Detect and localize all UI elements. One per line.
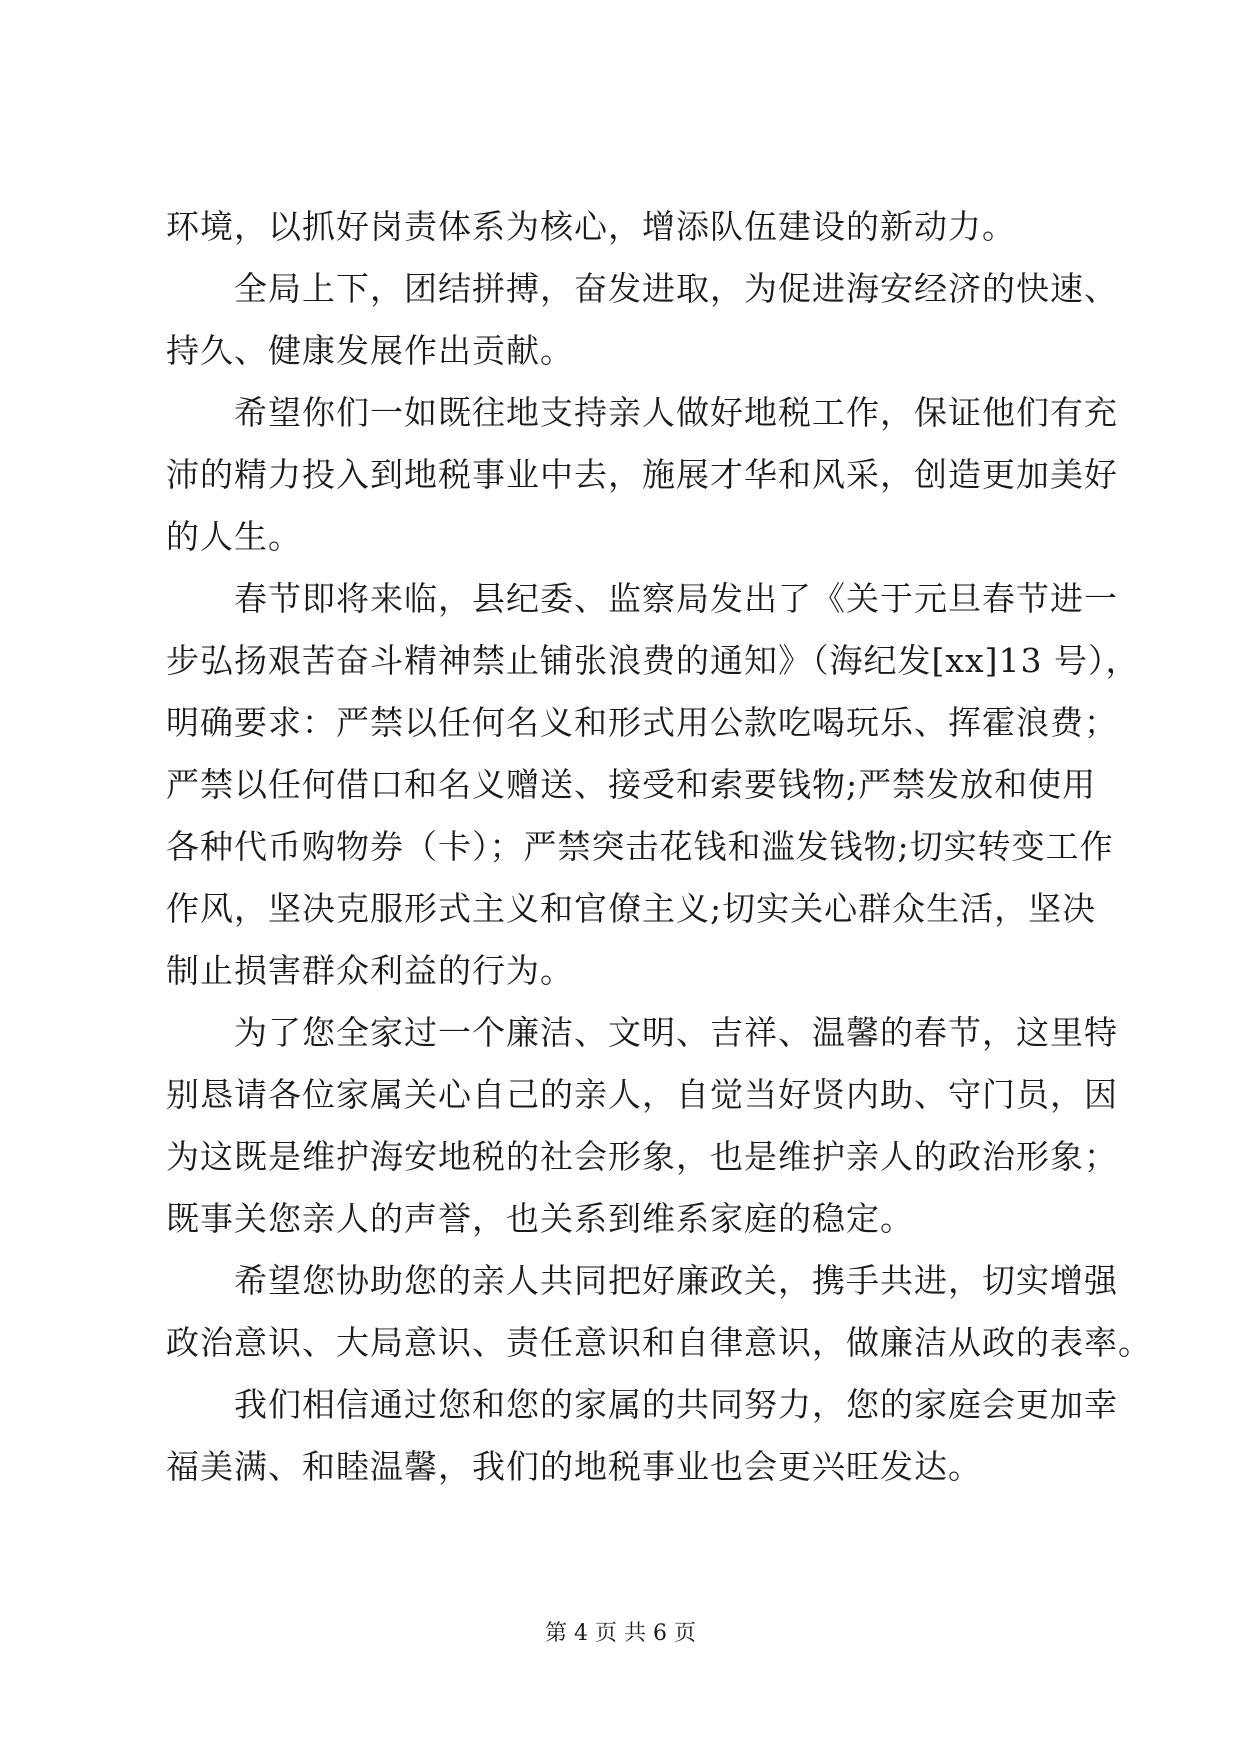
text-line: 福美满、和睦温馨，我们的地税事业也会更兴旺发达。 bbox=[166, 1447, 982, 1486]
text-line: 明确要求：严禁以任何名义和形式用公款吃喝玩乐、挥霍浪费； bbox=[166, 703, 1118, 742]
text-line: 严禁以任何借口和名义赠送、接受和索要钱物;严禁发放和使用 bbox=[166, 765, 1097, 804]
text-line-paragraph-start: 全局上下，团结拼搏，奋发进取，为促进海安经济的快速、 bbox=[234, 269, 1118, 308]
document-body bbox=[166, 196, 1152, 1498]
text-line: 既事关您亲人的声誉，也关系到维系家庭的稳定。 bbox=[166, 1199, 914, 1238]
text-line: 沛的精力投入到地税事业中去，施展才华和风采，创造更加美好 bbox=[166, 455, 1118, 494]
text-line-paragraph-start: 春节即将来临，县纪委、监察局发出了《关于元旦春节进一 bbox=[234, 579, 1118, 618]
text-line: 为这既是维护海安地税的社会形象，也是维护亲人的政治形象； bbox=[166, 1137, 1118, 1176]
text-line: 环境，以抓好岗责体系为核心，增添队伍建设的新动力。 bbox=[166, 207, 1016, 246]
text-line: 别恳请各位家属关心自己的亲人，自觉当好贤内助、守门员，因 bbox=[166, 1075, 1118, 1114]
text-line: 作风，坚决克服形式主义和官僚主义;切实关心群众生活，坚决 bbox=[166, 889, 1097, 928]
page-number-footer: 第 4 页 共 6 页 bbox=[545, 1621, 696, 1646]
text-line: 持久、健康发展作出贡献。 bbox=[166, 331, 574, 370]
text-line: 制止损害群众利益的行为。 bbox=[166, 951, 574, 990]
text-line: 各种代币购物券（卡）；严禁突击花钱和滥发钱物;切实转变工作 bbox=[166, 827, 1114, 866]
text-line-paragraph-start: 希望你们一如既往地支持亲人做好地税工作，保证他们有充 bbox=[234, 393, 1118, 432]
text-line-paragraph-start: 为了您全家过一个廉洁、文明、吉祥、温馨的春节，这里特 bbox=[234, 1013, 1118, 1052]
text-line: 政治意识、大局意识、责任意识和自律意识，做廉洁从政的表率。 bbox=[166, 1323, 1152, 1362]
text-line: 的人生。 bbox=[166, 517, 302, 556]
text-line: 步弘扬艰苦奋斗精神禁止铺张浪费的通知》（海纪发[xx]13 号）， bbox=[166, 641, 1140, 680]
text-line-paragraph-start: 希望您协助您的亲人共同把好廉政关，携手共进，切实增强 bbox=[234, 1261, 1118, 1300]
text-line-paragraph-start: 我们相信通过您和您的家属的共同努力，您的家庭会更加幸 bbox=[234, 1385, 1118, 1424]
